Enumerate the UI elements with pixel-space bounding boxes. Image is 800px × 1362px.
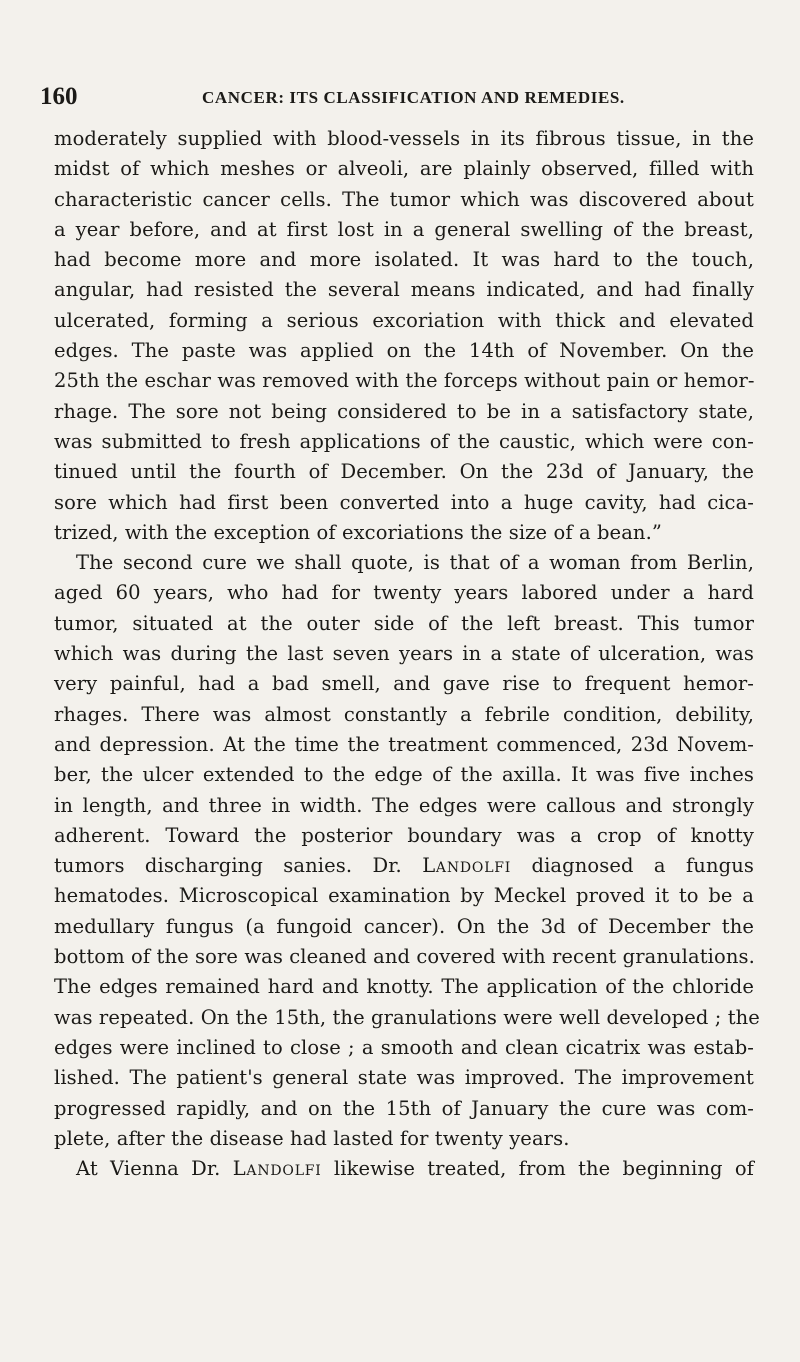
- paragraph-start-line: The second cure we shall quote, is that of a woman from Berlin,: [76, 551, 754, 575]
- text-line: sore which had first been converted into a huge cavity, had cica-: [54, 490, 754, 514]
- text-segment: At Vienna Dr.: [76, 1157, 221, 1181]
- text-line: trized, with the exception of excoriations the size of a bean.”: [54, 520, 662, 544]
- text-line: [54, 851, 754, 881]
- text-segment: tumors discharging sanies. Dr.: [54, 854, 402, 878]
- text-line: tumor, situated at the outer side of the left breast. This tumor: [54, 611, 754, 635]
- text-line: The edges remained hard and knotty. The application of the chloride: [54, 975, 754, 999]
- text-line: ber, the ulcer extended to the edge of the axilla. It was five inches: [54, 763, 754, 787]
- text-segment: diagnosed a fungus: [531, 854, 754, 878]
- text-line: a year before, and at first lost in a general swelling of the breast,: [54, 217, 754, 241]
- page-number: 160: [40, 83, 78, 110]
- text-line: rhages. There was almost constantly a febrile condition, debility,: [54, 702, 754, 726]
- text-line: moderately supplied with blood-vessels in its fibrous tissue, in the: [54, 127, 754, 150]
- text-line: plete, after the disease had lasted for twenty years.: [54, 1126, 570, 1150]
- text-line: tinued until the fourth of December. On the 23d of January, the: [54, 460, 754, 484]
- running-head: [40, 82, 680, 112]
- text-line: rhage. The sore not being considered to be in a satisfactory state,: [54, 399, 754, 423]
- text-line: ulcerated, forming a serious excoriation with thick and elevated: [54, 308, 754, 332]
- text-line: lished. The patient's general state was improved. The improvement: [54, 1066, 754, 1090]
- text-line: hematodes. Microscopical examination by Meckel proved it to be a: [54, 884, 754, 908]
- text-line: edges. The paste was applied on the 14th of November. On the: [54, 339, 754, 363]
- text-line: bottom of the sore was cleaned and covered with recent granulations.: [54, 945, 755, 969]
- text-line: was repeated. On the 15th, the granulations were well developed ; the: [54, 1005, 760, 1029]
- body-text: [54, 124, 760, 1184]
- text-line: edges were inclined to close ; a smooth and clean cicatrix was estab-: [54, 1035, 754, 1059]
- text-line: characteristic cancer cells. The tumor which was discovered about: [54, 187, 754, 211]
- person-name: Landolfi: [422, 854, 512, 878]
- text-line: angular, had resisted the several means indicated, and had finally: [54, 278, 754, 302]
- text-segment: likewise treated, from the beginning of: [333, 1157, 754, 1181]
- person-name: Landolfi: [232, 1157, 322, 1181]
- text-line: medullary fungus (a fungoid cancer). On the 3d of December the: [54, 914, 754, 938]
- text-line: aged 60 years, who had for twenty years labored under a hard: [54, 581, 754, 605]
- paragraph-start-line: [54, 1154, 754, 1184]
- text-line: adherent. Toward the posterior boundary was a crop of knotty: [54, 823, 754, 847]
- text-line: progressed rapidly, and on the 15th of January the cure was com-: [54, 1096, 754, 1120]
- text-line: was submitted to fresh applications of the caustic, which were con-: [54, 429, 754, 453]
- running-head-title: CANCER: ITS CLASSIFICATION AND REMEDIES.: [202, 88, 625, 107]
- text-line: 25th the eschar was removed with the forceps without pain or hemor-: [54, 369, 755, 393]
- text-line: which was during the last seven years in a state of ulceration, was: [54, 642, 754, 666]
- text-line: midst of which meshes or alveoli, are plainly observed, filled with: [54, 157, 754, 181]
- text-line: and depression. At the time the treatment commenced, 23d Novem-: [54, 732, 754, 756]
- text-line: very painful, had a bad smell, and gave rise to frequent hemor-: [54, 672, 754, 696]
- text-line: in length, and three in width. The edges were callous and strongly: [54, 793, 754, 817]
- text-line: had become more and more isolated. It was hard to the touch,: [54, 248, 754, 272]
